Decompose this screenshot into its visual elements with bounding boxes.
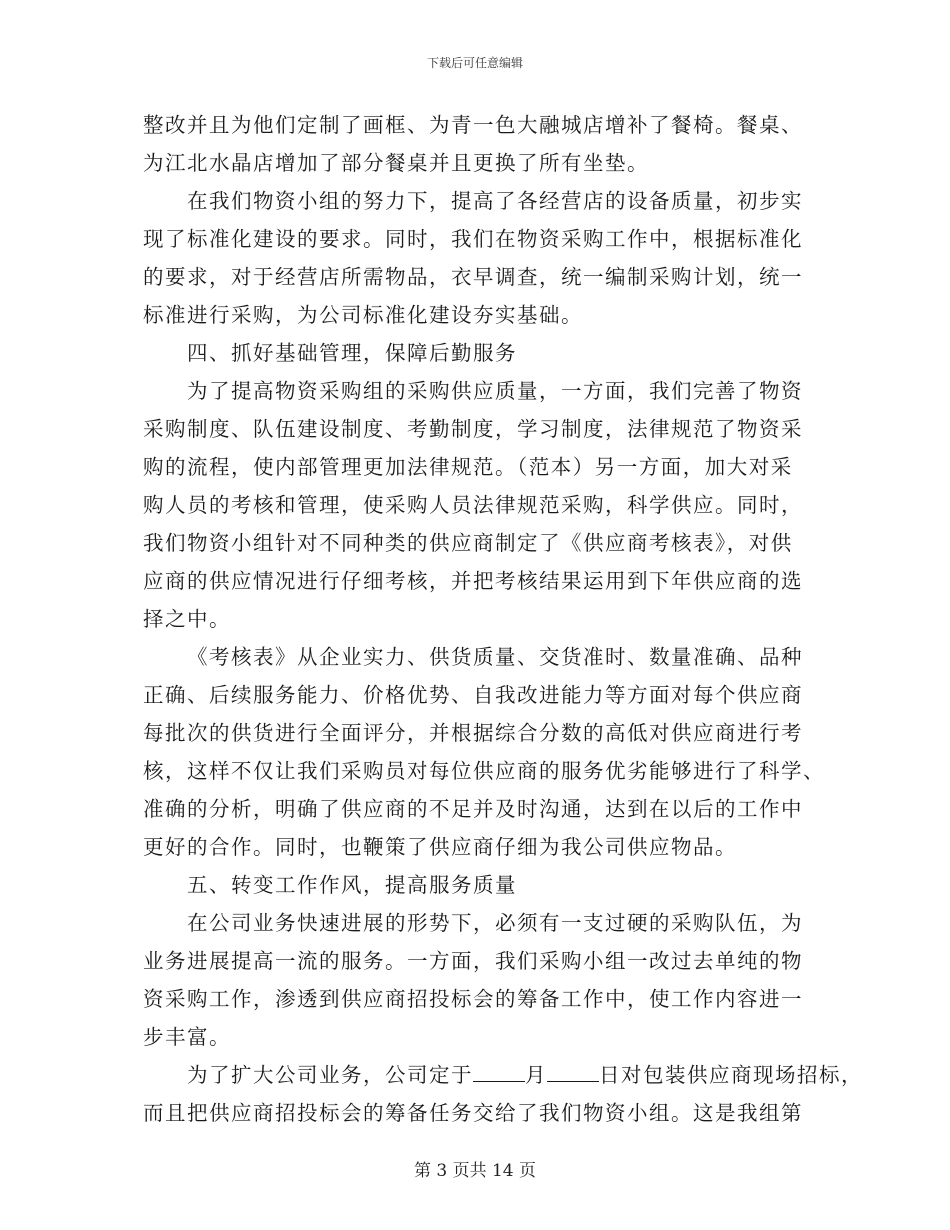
- text-line: 购的流程，使内部管理更加法律规范。（范本）另一方面，加大对采: [143, 455, 793, 479]
- text-line: 整改并且为他们定制了画框、为青一色大融城店增补了餐椅。餐桌、: [143, 113, 803, 137]
- text-line: 购人员的考核和管理，使采购人员法律规范采购，科学供应。同时，: [143, 493, 803, 517]
- text-line: 我们物资小组针对不同种类的供应商制定了《供应商考核表》，对供: [143, 531, 793, 555]
- text-line: 正确、后续服务能力、价格优势、自我改进能力等方面对每个供应商: [143, 683, 803, 707]
- text-line: 应商的供应情况进行仔细考核，并把考核结果运用到下年供应商的选: [143, 569, 803, 593]
- fill-blank: [473, 1061, 525, 1082]
- text-line: 采购制度、队伍建设制度、考勤制度，学习制度，法律规范了物资采: [143, 417, 803, 441]
- text-line: 步丰富。: [143, 1025, 231, 1049]
- page-header: 下载后可任意编辑: [426, 56, 523, 70]
- section-heading: 四、抓好基础管理，保障后勤服务: [187, 341, 517, 365]
- section-heading: 五、转变工作作风，提高服务质量: [187, 873, 517, 897]
- text-line: 择之中。: [143, 607, 231, 631]
- text-line: 的要求，对于经营店所需物品，衣早调查，统一编制采购计划，统一: [143, 265, 803, 289]
- text-line: 核，这样不仅让我们采购员对每位供应商的服务优劣能够进行了科学、: [143, 759, 825, 783]
- fill-blank: [547, 1061, 599, 1082]
- text-line: 现了标准化建设的要求。同时，我们在物资采购工作中，根据标准化: [143, 227, 803, 251]
- text-line: 而且把供应商招投标会的筹备任务交给了我们物资小组。这是我组第: [143, 1101, 803, 1125]
- text-line: 资采购工作，渗透到供应商招投标会的筹备工作中，使工作内容进一: [143, 987, 803, 1011]
- text-line: 准确的分析，明确了供应商的不足并及时沟通，达到在以后的工作中: [143, 797, 803, 821]
- text-line: 《考核表》从企业实力、供货质量、交货准时、数量准确、品种: [187, 645, 803, 669]
- text-line: 为了提高物资采购组的采购供应质量，一方面，我们完善了物资: [187, 379, 803, 403]
- text-line: 为江北水晶店增加了部分餐桌并且更换了所有坐垫。: [143, 151, 649, 175]
- text-line: 在公司业务快速进展的形势下，必须有一支过硬的采购队伍，为: [187, 911, 803, 935]
- text-line: 更好的合作。同时，也鞭策了供应商仔细为我公司供应物品。: [143, 835, 737, 859]
- text-line: 每批次的供货进行全面评分，并根据综合分数的高低对供应商进行考: [143, 721, 803, 745]
- page-footer: 第 3 页共 14 页: [413, 1161, 537, 1181]
- text-segment: 日对包装供应商现场招标，: [599, 1063, 863, 1087]
- text-line: 标准进行采购，为公司标准化建设夯实基础。: [143, 303, 583, 327]
- text-segment: 月: [525, 1063, 547, 1087]
- text-line: 在我们物资小组的努力下，提高了各经营店的设备质量，初步实: [187, 189, 803, 213]
- document-body: [143, 106, 863, 1132]
- text-line: 业务进展提高一流的服务。一方面，我们采购小组一改过去单纯的物: [143, 949, 803, 973]
- text-line-with-blanks: [143, 1056, 863, 1094]
- text-segment: 为了扩大公司业务，公司定于: [187, 1063, 473, 1087]
